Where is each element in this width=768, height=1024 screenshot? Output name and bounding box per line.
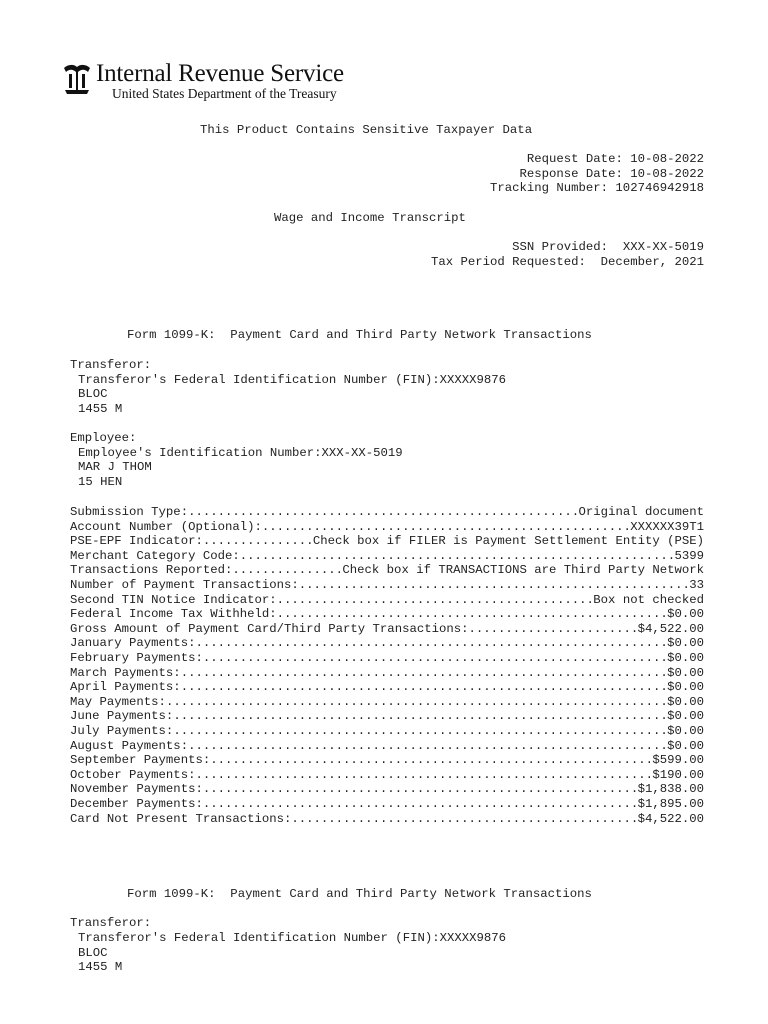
employee-label: Employee: <box>70 431 137 445</box>
transferor-address: 1455 M <box>78 402 123 416</box>
field-row <box>70 622 704 636</box>
field-value: XXXXXX39T1 <box>630 519 704 534</box>
field-value: Check box if FILER is Payment Settlement Entity (PSE) <box>312 534 704 549</box>
irs-logo <box>60 62 380 104</box>
field-label: October Payments: <box>70 767 196 782</box>
tracking-number: Tracking Number: 102746942918 <box>489 181 704 195</box>
field-row <box>70 534 704 548</box>
tax-period: Tax Period Requested: December, 2021 <box>430 255 704 269</box>
field-row <box>70 651 704 665</box>
field-value: $0.00 <box>667 607 704 622</box>
field-label: November Payments: <box>70 782 203 797</box>
field-label: Number of Payment Transactions: <box>70 578 299 592</box>
field-value: $0.00 <box>667 651 704 665</box>
field-row <box>70 812 704 826</box>
field-row <box>70 797 704 811</box>
field-label: March Payments: <box>70 665 181 680</box>
request-date: Request Date: 10-08-2022 <box>526 152 704 166</box>
field-label: September Payments: <box>70 753 211 768</box>
field-row <box>70 724 704 738</box>
field-row <box>70 753 704 767</box>
field-label: June Payments: <box>70 709 174 724</box>
employee-name: MAR J THOM <box>78 460 152 474</box>
field-label: Merchant Category Code: <box>70 548 240 563</box>
field-label: August Payments: <box>70 738 189 753</box>
field-value: Original document <box>578 505 704 519</box>
field-value: $0.00 <box>667 680 704 695</box>
transferor-fin: Transferor's Federal Identification Number (FIN):XXXXX9876 <box>78 373 507 387</box>
response-date: Response Date: 10-08-2022 <box>519 167 704 181</box>
field-label: Transactions Reported: <box>70 563 233 578</box>
employee-address: 15 HEN <box>78 475 123 489</box>
transferor-fin: Transferor's Federal Identification Number (FIN):XXXXX9876 <box>78 931 507 945</box>
department-name: United States Department of the Treasury <box>112 86 337 101</box>
field-value: $0.00 <box>667 665 704 680</box>
field-value: $599.00 <box>652 753 704 768</box>
field-row <box>70 666 704 680</box>
transferor-name: BLOC <box>78 387 108 401</box>
field-value: $1,895.00 <box>637 797 704 811</box>
field-row <box>70 578 704 592</box>
field-label: February Payments: <box>70 651 203 665</box>
field-value: 5399 <box>674 548 704 563</box>
field-row <box>70 549 704 563</box>
field-value: Box not checked <box>593 592 704 607</box>
field-row <box>70 563 704 577</box>
field-value: $190.00 <box>652 767 704 782</box>
field-value: $1,838.00 <box>637 782 704 797</box>
field-value: $0.00 <box>667 724 704 738</box>
field-label: Account Number (Optional): <box>70 519 262 534</box>
employee-id: Employee's Identification Number:XXX-XX-5019 <box>78 446 403 460</box>
transferor-label: Transferor: <box>70 916 152 930</box>
field-label: May Payments: <box>70 694 166 709</box>
field-row <box>70 739 704 753</box>
transcript-title: Wage and Income Transcript <box>274 211 466 225</box>
field-row <box>70 520 704 534</box>
field-label: July Payments: <box>70 724 174 738</box>
field-value: $0.00 <box>667 636 704 651</box>
field-label: Gross Amount of Payment Card/Third Party Transactions: <box>70 621 469 636</box>
field-row <box>70 636 704 650</box>
field-row <box>70 680 704 694</box>
field-row <box>70 782 704 796</box>
field-label: Federal Income Tax Withheld: <box>70 607 277 622</box>
field-label: Card Not Present Transactions: <box>70 811 292 826</box>
field-label: Submission Type: <box>70 505 189 519</box>
field-label: PSE-EPF Indicator: <box>70 534 203 549</box>
field-row <box>70 695 704 709</box>
field-row <box>70 505 704 519</box>
ssn-provided: SSN Provided: XXX-XX-5019 <box>512 240 704 254</box>
field-value: $0.00 <box>667 709 704 724</box>
field-value: $4,522.00 <box>637 621 704 636</box>
field-label: December Payments: <box>70 797 203 811</box>
field-row <box>70 607 704 621</box>
field-value: $4,522.00 <box>637 811 704 826</box>
field-row <box>70 768 704 782</box>
field-row <box>70 593 704 607</box>
field-value: Check box if TRANSACTIONS are Third Party Network <box>342 563 704 578</box>
transferor-name: BLOC <box>78 946 108 960</box>
sensitivity-notice: This Product Contains Sensitive Taxpayer Data <box>200 123 533 137</box>
transferor-address: 1455 M <box>78 960 123 974</box>
field-label: April Payments: <box>70 680 181 695</box>
field-label: January Payments: <box>70 636 196 651</box>
field-value: $0.00 <box>667 738 704 753</box>
field-label: Second TIN Notice Indicator: <box>70 592 277 607</box>
irs-eagle-icon <box>60 62 94 96</box>
field-value: $0.00 <box>667 694 704 709</box>
agency-name: Internal Revenue Service <box>96 60 344 87</box>
form-title: Form 1099-K: Payment Card and Third Party Network Transactions <box>127 887 592 901</box>
field-value: 33 <box>689 578 704 592</box>
field-row <box>70 709 704 723</box>
transferor-label: Transferor: <box>70 358 152 372</box>
form-title: Form 1099-K: Payment Card and Third Party Network Transactions <box>127 328 592 342</box>
